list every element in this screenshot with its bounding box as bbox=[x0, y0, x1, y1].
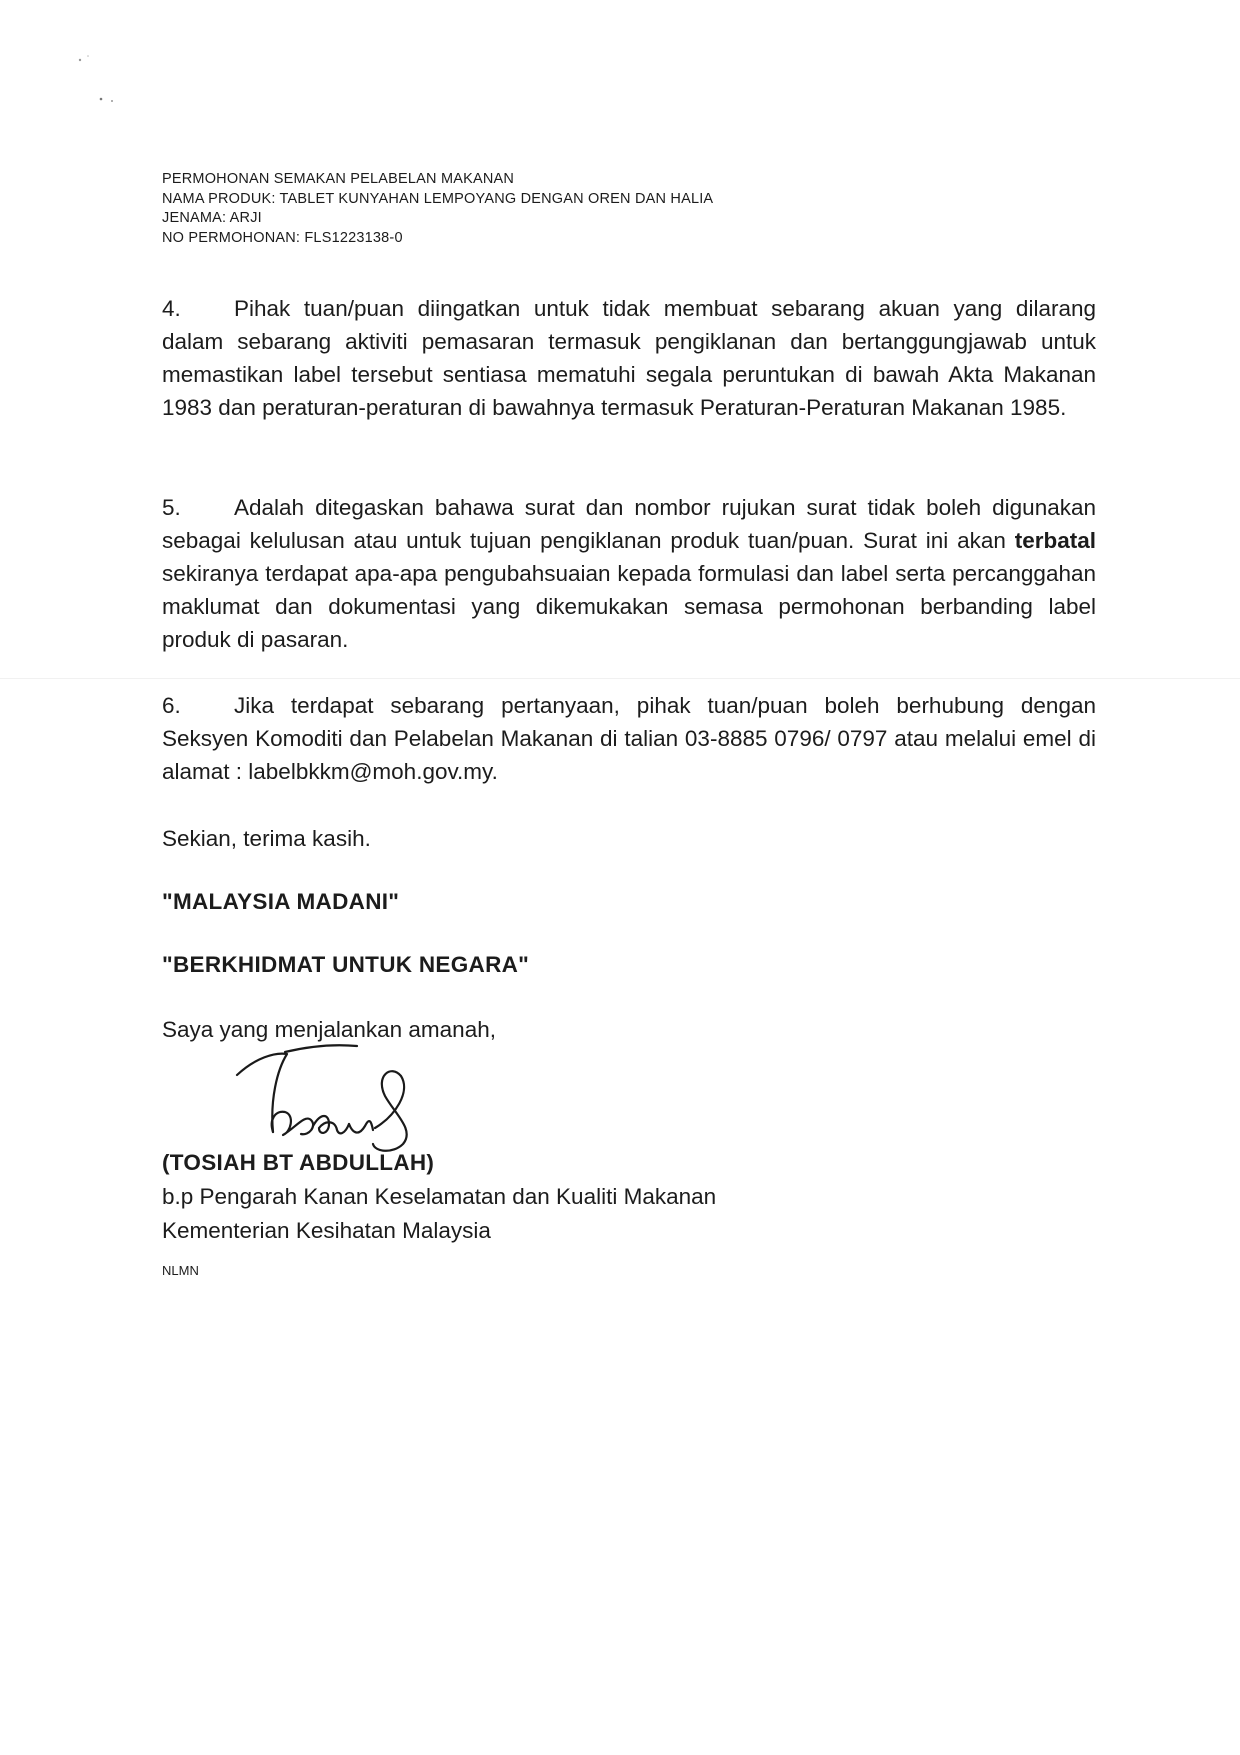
paragraph-text: Pihak tuan/puan diingatkan untuk tidak membuat sebarang akuan yang dilarang dalam sebarang aktiviti pemasaran termasuk pengiklanan dan bertanggungjawab untuk memastikan label tersebut sentiasa mematuhi segala peruntukan di bawah Akta Makanan 1983 dan peraturan-peraturan di bawahnya termasuk Peraturan-Peraturan Makanan 1985. bbox=[162, 296, 1096, 420]
signature-intro: Saya yang menjalankan amanah, bbox=[162, 1017, 496, 1042]
signer-ministry: Kementerian Kesihatan Malaysia bbox=[162, 1218, 491, 1243]
paragraph-text-after: sekiranya terdapat apa-apa pengubahsuaian kepada formulasi dan label serta percanggahan maklumat dan dokumentasi yang dikemukakan semasa permohonan berbanding label produk di pasaran. bbox=[162, 561, 1096, 652]
paragraph-6 bbox=[162, 689, 1096, 788]
reference-product-name: NAMA PRODUK: TABLET KUNYAHAN LEMPOYANG DENGAN OREN DAN HALIA bbox=[162, 190, 714, 207]
signer-name: (TOSIAH BT ABDULLAH) bbox=[162, 1150, 435, 1175]
paragraph-text-before: Adalah ditegaskan bahawa surat dan nombor rujukan surat tidak boleh digunakan sebagai kelulusan atau untuk tujuan pengiklanan produk tuan/puan. Surat ini akan bbox=[162, 495, 1096, 553]
paragraph-number: 4. bbox=[162, 296, 181, 321]
paragraph-number: 6. bbox=[162, 693, 181, 718]
reference-subject: PERMOHONAN SEMAKAN PELABELAN MAKANAN bbox=[162, 171, 515, 187]
reference-brand: JENAMA: ARJI bbox=[162, 210, 262, 226]
slogan-malaysia-madani: "MALAYSIA MADANI" bbox=[162, 889, 400, 914]
paragraph-4 bbox=[162, 292, 1096, 424]
signer-title: b.p Pengarah Kanan Keselamatan dan Kualiti Makanan bbox=[162, 1184, 717, 1209]
paragraph-5 bbox=[162, 491, 1096, 656]
slogan-berkhidmat: "BERKHIDMAT UNTUK NEGARA" bbox=[162, 952, 530, 977]
reference-application-number: NO PERMOHONAN: FLS1223138-0 bbox=[162, 229, 403, 246]
paragraph-number: 5. bbox=[162, 495, 181, 520]
paragraph-text: Jika terdapat sebarang pertanyaan, pihak tuan/puan boleh berhubung dengan Seksyen Komoditi dan Pelabelan Makanan di talian 03-8885 0796/ 0797 atau melalui emel di alamat : labelbkkm@moh.gov.my. bbox=[162, 693, 1096, 784]
closing-remark: Sekian, terima kasih. bbox=[162, 826, 371, 851]
scan-artifact-line bbox=[0, 678, 1240, 679]
paragraph-emphasis: terbatal bbox=[1014, 528, 1096, 553]
reference-header bbox=[162, 170, 1102, 248]
typist-initials: NLMN bbox=[162, 1263, 199, 1278]
